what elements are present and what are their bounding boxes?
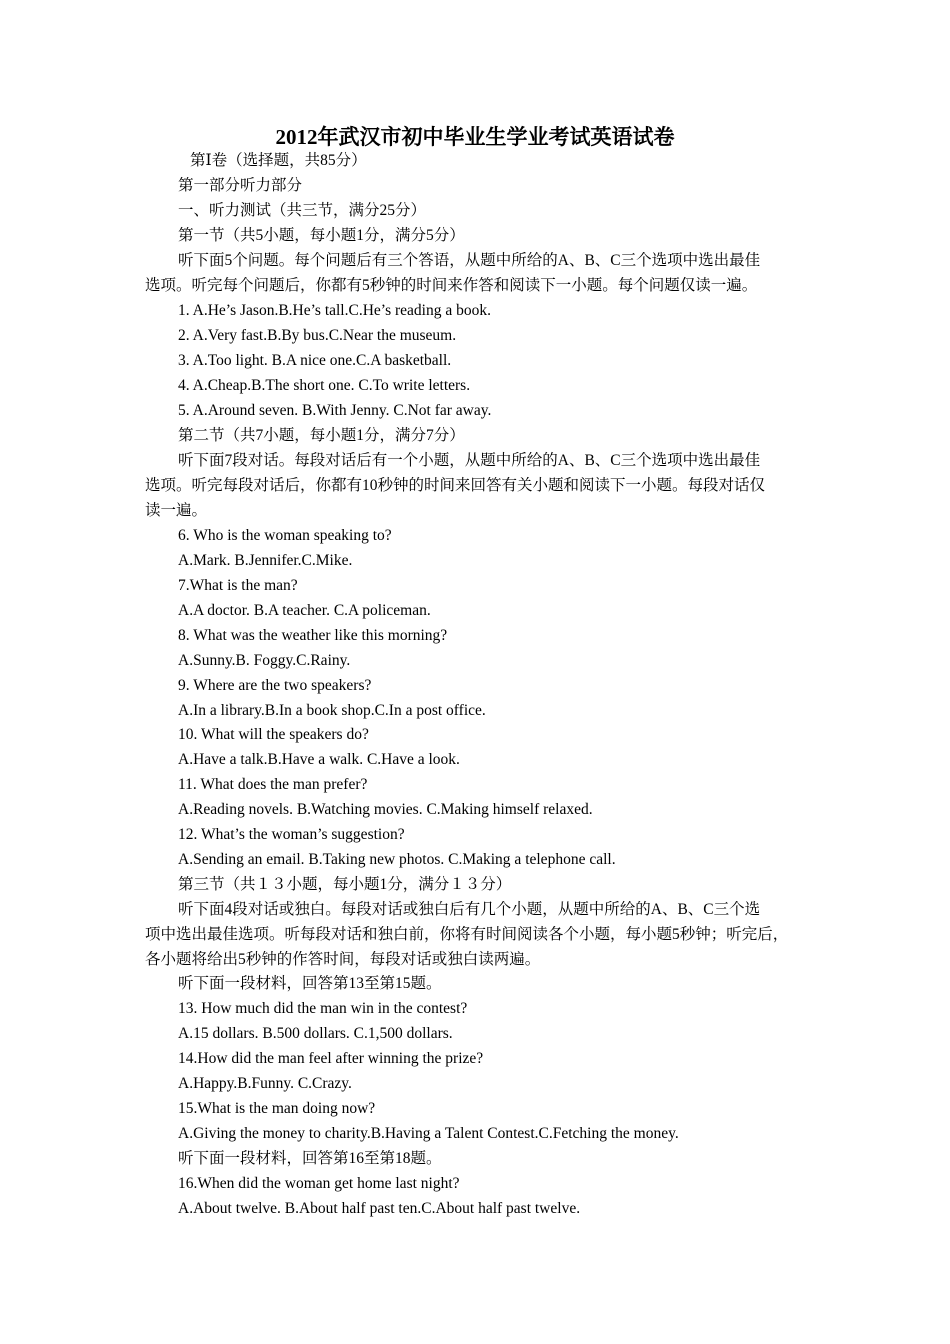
question-line: 5. A.Around seven. B.With Jenny. C.Not far away. [178, 402, 492, 419]
options-line: A.About twelve. B.About half past ten.C.About half past twelve. [178, 1200, 581, 1217]
material-heading: 听下面一段材料，回答第16至第18题。 [178, 1150, 442, 1167]
instruction-line: 各小题将给出5秒钟的作答时间，每段对话或独白读两遍。 [145, 951, 541, 968]
instruction-line: 选项。听完每段对话后，你都有10秒钟的时间来回答有关小题和阅读下一小题。每段对话仅 [145, 477, 766, 494]
question-line: 13. How much did the man win in the contest? [178, 1000, 468, 1017]
listening-heading: 一、听力测试（共三节，满分25分） [178, 202, 427, 219]
options-line: A.Mark. B.Jennifer.C.Mike. [178, 552, 353, 569]
question-line: 6. Who is the woman speaking to? [178, 527, 392, 544]
paper-section-heading: 第Ⅰ卷（选择题，共85分） [190, 152, 367, 169]
instruction-line: 听下面7段对话。每段对话后有一个小题，从题中所给的A、B、C三个选项中选出最佳 [178, 452, 761, 469]
section-2-heading: 第二节（共7小题，每小题1分，满分7分） [178, 427, 465, 444]
question-line: 10. What will the speakers do? [178, 726, 369, 743]
options-line: A.A doctor. B.A teacher. C.A policeman. [178, 602, 431, 619]
question-line: 11. What does the man prefer? [178, 776, 368, 793]
options-line: A.In a library.B.In a book shop.C.In a post office. [178, 702, 486, 719]
instruction-line: 读一遍。 [145, 502, 208, 519]
section-1-heading: 第一节（共5小题，每小题1分，满分5分） [178, 227, 465, 244]
question-line: 4. A.Cheap.B.The short one. C.To write letters. [178, 377, 471, 394]
instruction-line: 听下面4段对话或独白。每段对话或独白后有几个小题，从题中所给的A、B、C三个选 [178, 901, 761, 918]
options-line: A.Have a talk.B.Have a walk. C.Have a look. [178, 751, 460, 768]
instruction-line: 项中选出最佳选项。听每段对话和独白前，你将有时间阅读各个小题，每小题5秒钟；听完后， [145, 926, 789, 943]
options-line: A.Reading novels. B.Watching movies. C.Making himself relaxed. [178, 801, 593, 818]
question-line: 8. What was the weather like this morning? [178, 627, 448, 644]
question-line: 2. A.Very fast.B.By bus.C.Near the museum. [178, 327, 457, 344]
options-line: A.Giving the money to charity.B.Having a Talent Contest.C.Fetching the money. [178, 1125, 679, 1142]
exam-title: 2012年武汉市初中毕业生学业考试英语试卷 [275, 125, 675, 149]
section-3-heading: 第三节（共１３小题，每小题1分，满分１３分） [178, 876, 512, 893]
question-line: 9. Where are the two speakers? [178, 677, 372, 694]
question-line: 16.When did the woman get home last night? [178, 1175, 460, 1192]
question-line: 7.What is the man? [178, 577, 298, 594]
question-line: 15.What is the man doing now? [178, 1100, 376, 1117]
question-line: 14.How did the man feel after winning the prize? [178, 1050, 484, 1067]
options-line: A.Sending an email. B.Taking new photos. C.Making a telephone call. [178, 851, 616, 868]
instruction-line: 选项。听完每个问题后，你都有5秒钟的时间来作答和阅读下一小题。每个问题仅读一遍。 [145, 277, 758, 294]
question-line: 3. A.Too light. B.A nice one.C.A basketball. [178, 352, 452, 369]
options-line: A.Sunny.B. Foggy.C.Rainy. [178, 652, 351, 669]
material-heading: 听下面一段材料，回答第13至第15题。 [178, 975, 442, 992]
options-line: A.Happy.B.Funny. C.Crazy. [178, 1075, 352, 1092]
question-line: 1. A.He’s Jason.B.He’s tall.C.He’s reading a book. [178, 302, 491, 319]
options-line: A.15 dollars. B.500 dollars. C.1,500 dollars. [178, 1025, 453, 1042]
instruction-line: 听下面5个问题。每个问题后有三个答语，从题中所给的A、B、C三个选项中选出最佳 [178, 252, 761, 269]
question-line: 12. What’s the woman’s suggestion? [178, 826, 405, 843]
part-heading: 第一部分听力部分 [178, 177, 303, 194]
